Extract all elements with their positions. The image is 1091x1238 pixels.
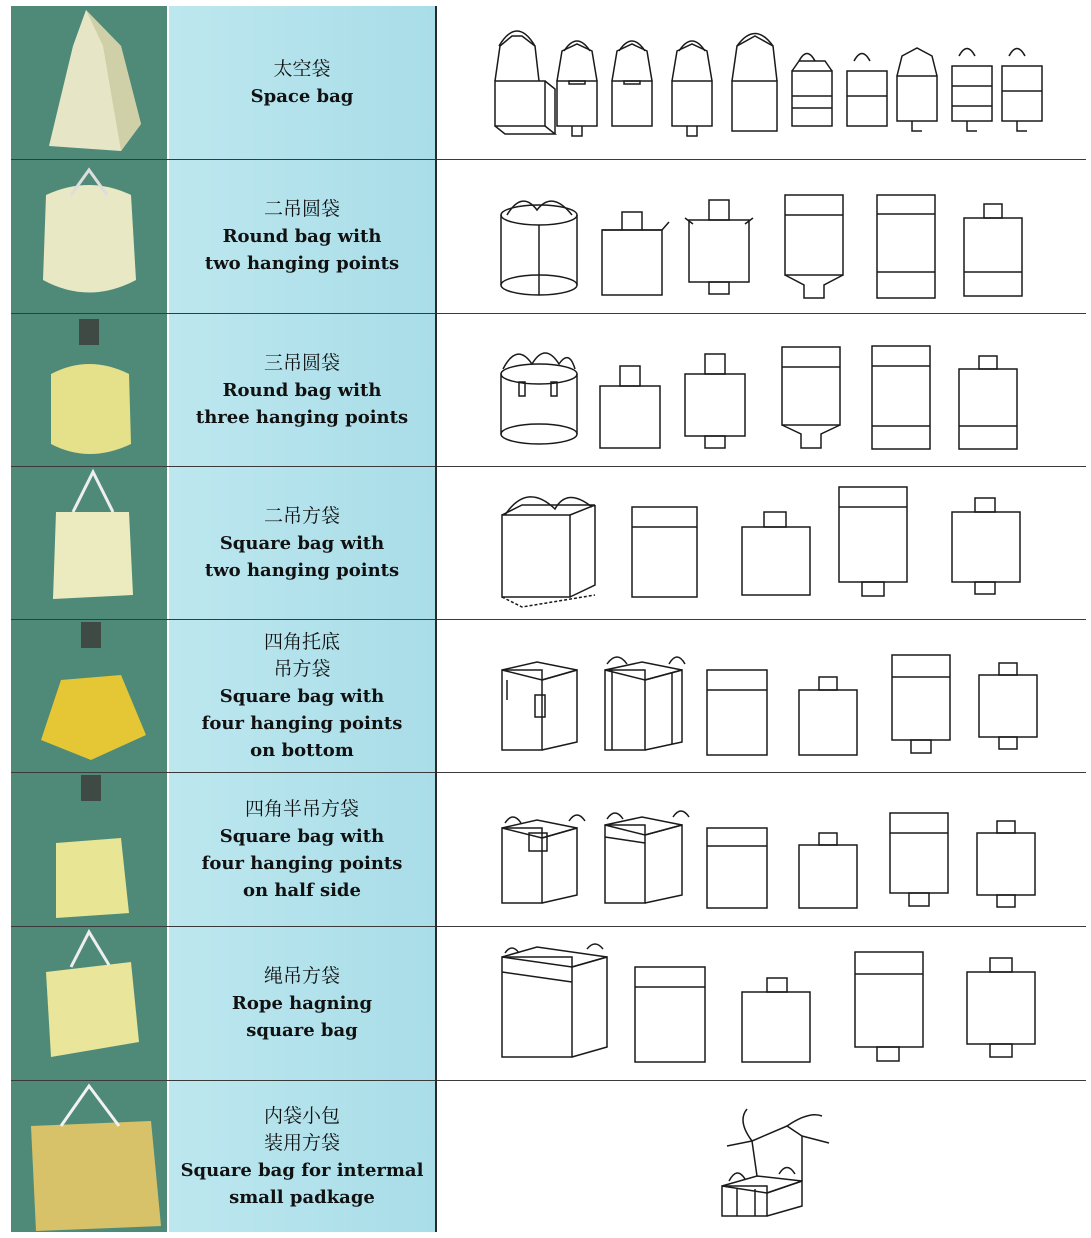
rope-square-bag-photo: [11, 927, 167, 1080]
label-space-bag: [169, 6, 435, 159]
label-square-bag-two-points: [169, 467, 435, 619]
square4b-diagram-2: [605, 657, 685, 750]
round-bag-diagram-6: [964, 204, 1022, 296]
space-bag-diagram-8: [897, 48, 937, 131]
square4h-diagram-3: [707, 828, 767, 908]
square2-diagram-2: [632, 507, 697, 597]
space-bag-diagram-5: [732, 34, 777, 132]
label-inner-package-bag: [169, 1081, 435, 1232]
space-bag-diagram-3: [612, 41, 652, 126]
square-bag-four-half-photo: [11, 773, 167, 926]
round3-diagram-4: [782, 347, 840, 448]
label-square-bag-four-bottom: [169, 620, 435, 772]
rope-diagram-4: [855, 952, 923, 1061]
name-zh: 四角半吊方袋: [244, 797, 359, 820]
square4b-diagram-6: [979, 663, 1037, 749]
round-bag-diagram-2: [602, 212, 669, 295]
name-en: Rope hagning square bag: [231, 993, 373, 1041]
square4h-diagram-5: [890, 813, 948, 906]
name-zh: 四角托底 吊方袋: [263, 630, 340, 680]
bag-catalog-table: [11, 6, 1086, 1232]
space-bag-diagram-10: [1002, 49, 1042, 132]
square-bag-four-bottom-photo: [11, 620, 167, 772]
round3-diagram-5: [872, 346, 930, 449]
round3-diagram-3: [685, 354, 745, 448]
name-zh: 内袋小包 装用方袋: [263, 1104, 340, 1154]
name-en: Square bag for intermal small padkage: [180, 1159, 424, 1208]
row-square-bag-four-bottom: [11, 620, 1086, 773]
row-square-bag-four-half: [11, 773, 1086, 927]
round3-diagram-1: [501, 353, 577, 444]
rope-diagram-2: [635, 967, 705, 1062]
label-square-bag-four-half: [169, 773, 435, 926]
space-bag-diagram-7: [847, 54, 887, 127]
rope-diagram-1: [502, 944, 607, 1057]
diagrams-inner-package-bag: [437, 1081, 1086, 1232]
row-square-bag-two-points: [11, 467, 1086, 620]
row-round-bag-three-points: [11, 314, 1086, 467]
square4b-diagram-5: [892, 655, 950, 753]
label-rope-square-bag: [169, 927, 435, 1080]
name-en: Round bag with two hanging points: [204, 226, 400, 274]
round-bag-diagram-4: [785, 195, 843, 298]
square2-diagram-5: [952, 498, 1020, 594]
space-bag-diagram-4: [672, 41, 712, 136]
square4h-diagram-2: [605, 811, 689, 903]
diagrams-round-bag-three-points: [437, 314, 1086, 466]
round-bag-diagram-5: [877, 195, 935, 298]
diagrams-rope-square-bag: [437, 927, 1086, 1080]
square2-diagram-1: [502, 497, 595, 607]
label-round-bag-three-points: [169, 314, 435, 466]
diagrams-square-bag-four-half: [437, 773, 1086, 926]
square2-diagram-3: [742, 512, 810, 595]
inner-package-bag-photo: [11, 1081, 167, 1232]
column-divider: [435, 6, 437, 1232]
name-en: Square bag with two hanging points: [204, 532, 400, 581]
round3-diagram-2: [600, 366, 660, 448]
space-bag-diagram-6: [792, 54, 832, 127]
name-en: Space bag: [250, 85, 354, 107]
round3-diagram-6: [959, 356, 1017, 449]
square4b-diagram-1: [502, 662, 577, 750]
rope-diagram-3: [742, 978, 810, 1062]
diagrams-square-bag-two-points: [437, 467, 1086, 619]
space-bag-diagram-9: [952, 49, 992, 132]
round-bag-diagram-3: [685, 200, 753, 294]
square4b-diagram-3: [707, 670, 767, 755]
diagrams-space-bag: [437, 6, 1086, 159]
name-zh: 二吊圆袋: [263, 198, 340, 220]
space-bag-diagram-2: [557, 41, 597, 136]
round-bag-three-points-photo: [11, 314, 167, 466]
diagrams-square-bag-four-bottom: [437, 620, 1086, 772]
name-en: Square bag with four hanging points on half side: [201, 825, 403, 901]
round-bag-diagram-1: [501, 201, 577, 295]
name-en: Square bag with four hanging points on bottom: [201, 685, 403, 761]
row-inner-package-bag: [11, 1081, 1086, 1232]
row-space-bag: [11, 6, 1086, 160]
round-bag-two-points-photo: [11, 160, 167, 313]
inner-package-diagram: [722, 1109, 829, 1216]
square4h-diagram-6: [977, 821, 1035, 907]
name-zh: 绳吊方袋: [263, 965, 340, 987]
rope-diagram-5: [967, 958, 1035, 1057]
square4b-diagram-4: [799, 677, 857, 755]
row-rope-square-bag: [11, 927, 1086, 1081]
name-zh: 三吊圆袋: [263, 351, 340, 374]
square-bag-two-points-photo: [11, 467, 167, 619]
square4h-diagram-4: [799, 833, 857, 908]
label-round-bag-two-points: [169, 160, 435, 313]
space-bag-diagram-1: [495, 31, 555, 134]
space-bag-photo: [11, 6, 167, 159]
name-en: Round bag with three hanging points: [195, 379, 409, 428]
name-zh: 二吊方袋: [263, 504, 340, 527]
diagrams-round-bag-two-points: [437, 160, 1086, 313]
square2-diagram-4: [839, 487, 907, 596]
name-zh: 太空袋: [273, 57, 331, 80]
row-round-bag-two-points: [11, 160, 1086, 314]
square4h-diagram-1: [502, 815, 585, 903]
